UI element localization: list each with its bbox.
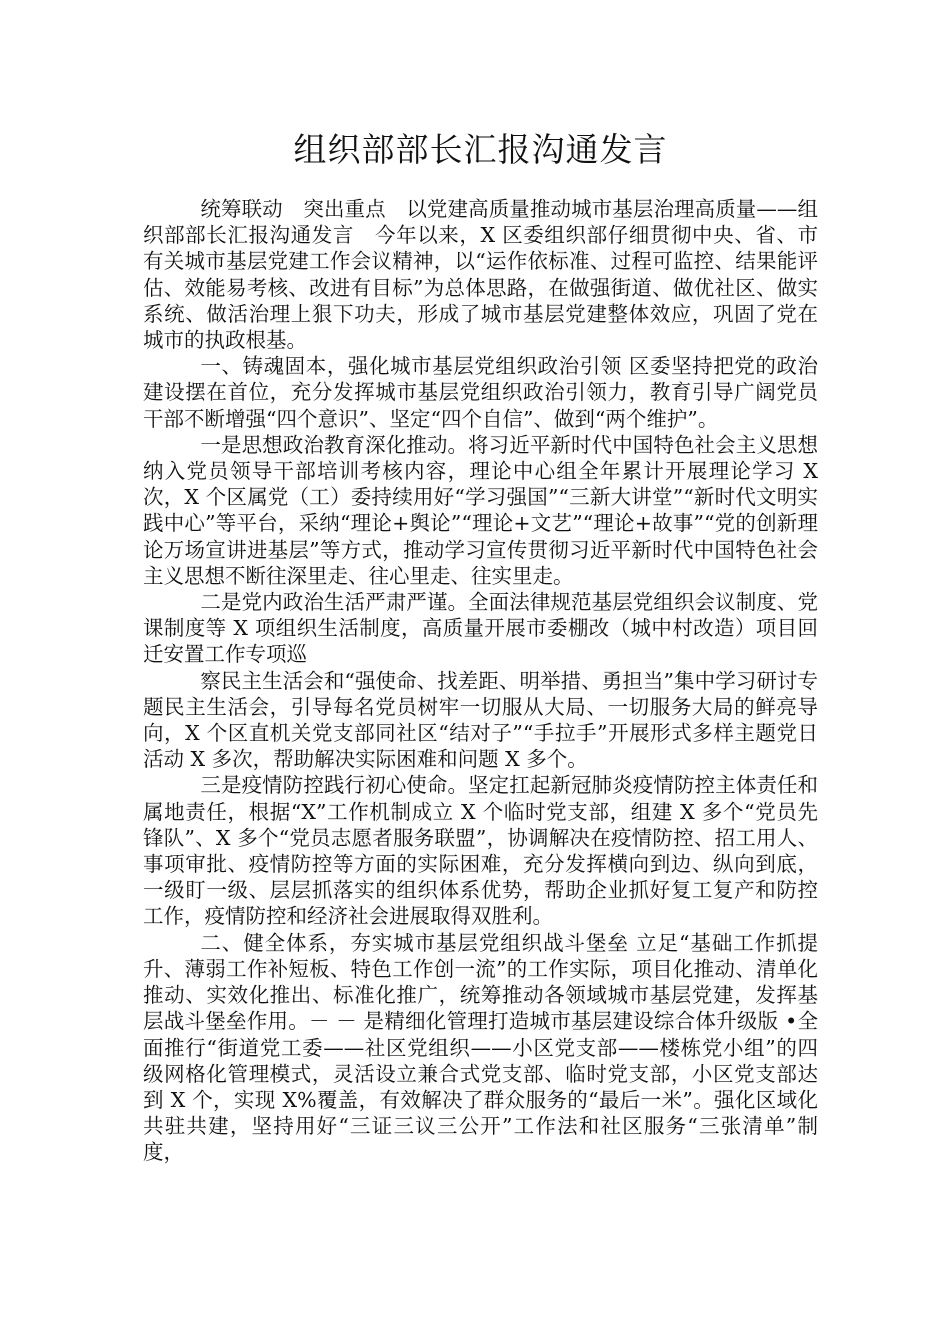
paragraph-item-1: 一是思想政治教育深化推动。将习近平新时代中国特色社会主义思想纳入党员领导干部培训考核内容，理论中心组全年累计开展理论学习 X次，X 个区属党（工）委持续用好“学习强国”“三新大讲堂”“新时代文明实践中心”等平台，采纳“理论+舆论”“理论+文艺”“理论+故事”“党的创新理论万场宣讲进基层”等方式，推动学习宣传贯彻习近平新时代中国特色社会主义思想不断往深里走、往心里走、往实里走。 — [143, 432, 818, 588]
paragraph-item-2-continued: 察民主生活会和“强使命、找差距、明举措、勇担当”集中学习研讨专题民主生活会，引导每名党员树牢一切服从大局、一切服务大局的鲜亮导向，X 个区直机关党支部同社区“结对子”“手拉手”开展形式多样主题党日活动 X 多次，帮助解决实际困难和问题 X 多个。 — [143, 668, 818, 772]
paragraph-section-2: 二、健全体系，夯实城市基层党组织战斗堡垒 立足“基础工作抓提升、薄弱工作补短板、特色工作创一流”的工作实际，项目化推动、清单化推动、实效化推出、标准化推广，统筹推动各领域城市基层党建，发挥基层战斗堡垒作用。－ － 是精细化管理打造城市基层建设综合体升级版 •全面推行“街道党工委——社区党组织——小区党支部——楼栋党小组”的四级网格化管理模式，灵活设立兼合式党支部、临时党支部，小区党支部达到 X 个，实现 X%覆盖，有效解决了群众服务的“最后一米”。强化区域化共驻共建，坚持用好“三证三议三公开”工作法和社区服务“三张清单”制度， — [143, 930, 818, 1165]
document-title: 组织部部长汇报沟通发言 — [293, 130, 668, 169]
document-page — [143, 0, 818, 1166]
paragraph-item-2: 二是党内政治生活严肃严谨。全面法律规范基层党组织会议制度、党课制度等 X 项组织生活制度，高质量开展市委棚改（城中村改造）项目回迁安置工作专项巡 — [143, 590, 818, 667]
document-body — [143, 196, 818, 1166]
paragraph-section-1: 一、铸魂固本，强化城市基层党组织政治引领 区委坚持把党的政治建设摆在首位，充分发挥城市基层党组织政治引领力，教育引导广阔党员干部不断增强“四个意识”、坚定“四个自信”、做到“两个维护”。 — [143, 354, 818, 431]
paragraph-item-3: 三是疫情防控践行初心使命。坚定扛起新冠肺炎疫情防控主体责任和属地责任，根据“X”工作机制成立 X 个临时党支部，组建 X 多个“党员先锋队”、X 多个“党员志愿者服务联盟”，协调解决在疫情防控、招工用人、事项审批、疫情防控等方面的实际困难，充分发挥横向到边、纵向到底，一级盯一级、层层抓落实的组织体系优势，帮助企业抓好复工复产和防控工作，疫情防控和经济社会进展取得双胜利。 — [143, 773, 818, 929]
paragraph-intro: 统筹联动 突出重点 以党建高质量推动城市基层治理高质量——组织部部长汇报沟通发言 今年以来，X 区委组织部仔细贯彻中央、省、市有关城市基层党建工作会议精神，以“运作依标准、过程可监控、结果能评估、效能易考核、改进有目标”为总体思路，在做强街道、做优社区、做实系统、做活治理上狠下功夫，形成了城市基层党建整体效应，巩固了党在城市的执政根基。 — [143, 197, 818, 353]
